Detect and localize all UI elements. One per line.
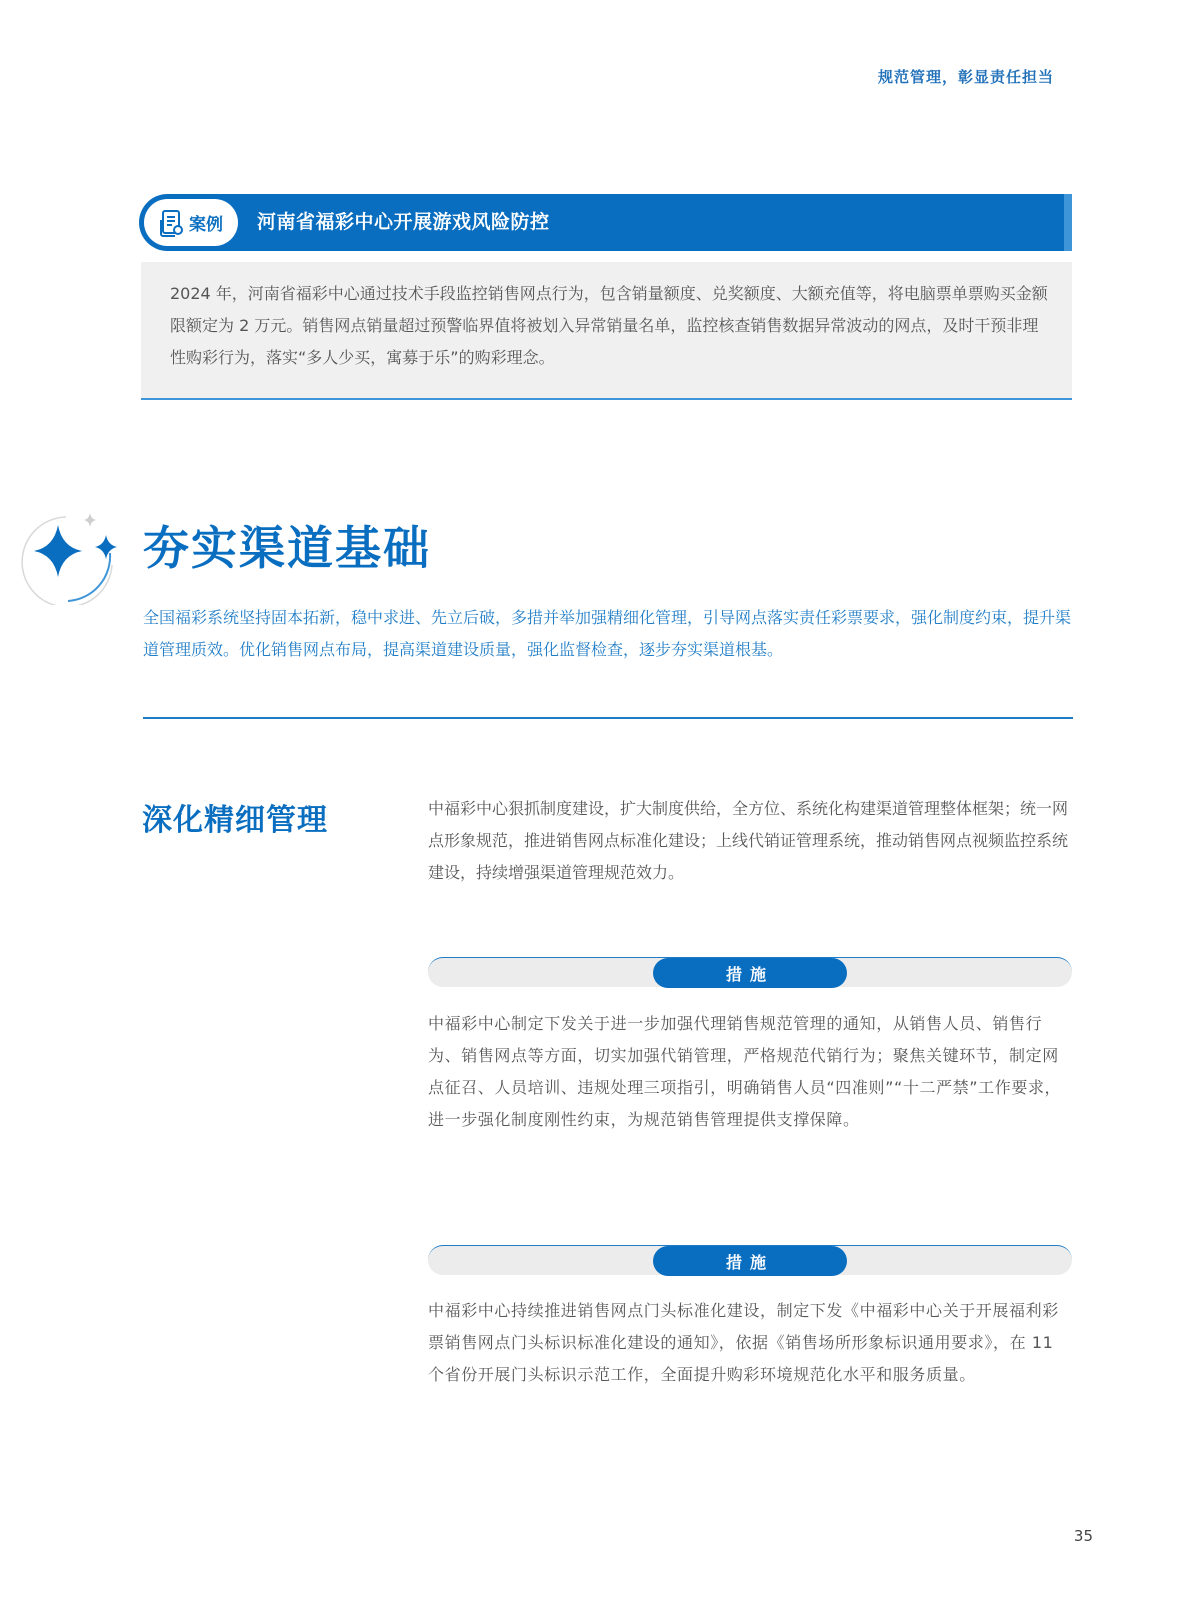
case-banner-end bbox=[1064, 194, 1072, 251]
measure-text-1: 中福彩中心制定下发关于进一步加强代理销售规范管理的通知，从销售人员、销售行为、销售网点等方面，切实加强代销管理，严格规范代销行为；聚焦关键环节，制定网点征召、人员培训、违规处理三项指引，明确销售人员“四准则”“十二严禁”工作要求，进一步强化制度刚性约束，为规范销售管理提供支撑保障。 bbox=[428, 1014, 1062, 1129]
case-label-pill bbox=[144, 199, 238, 246]
case-banner bbox=[139, 194, 1072, 251]
subsection-title: 深化精细管理 bbox=[142, 803, 328, 838]
case-body-panel bbox=[141, 262, 1072, 400]
section-intro: 全国福彩系统坚持固本拓新，稳中求进、先立后破，多措并举加强精细化管理，引导网点落实责任彩票要求，强化制度约束，提升渠道管理质效。优化销售网点布局，提高渠道建设质量，强化监督检查，逐步夯实渠道根基。 bbox=[143, 608, 1072, 659]
measure-text-2: 中福彩中心持续推进销售网点门头标准化建设，制定下发《中福彩中心关于开展福利彩票销售网点门头标识标准化建设的通知》，依据《销售场所形象标识通用要求》，在 11 个省份开展门头标识示范工作，全面提升购彩环境规范化水平和服务质量。 bbox=[428, 1301, 1059, 1384]
header-title: 规范管理，彰显责任担当 bbox=[877, 68, 1054, 86]
sparkle-icon bbox=[8, 505, 123, 605]
case-label: 案例 bbox=[189, 215, 223, 235]
measure-bar-1 bbox=[428, 957, 1072, 987]
measure-label-1: 措施 bbox=[653, 958, 847, 988]
section-divider bbox=[143, 717, 1073, 719]
case-title: 河南省福彩中心开展游戏风险防控 bbox=[257, 211, 550, 233]
document-icon bbox=[159, 208, 185, 238]
subsection-text: 中福彩中心狠抓制度建设，扩大制度供给，全方位、系统化构建渠道管理整体框架；统一网点形象规范，推进销售网点标准化建设；上线代销证管理系统，推动销售网点视频监控系统建设，持续增强渠道管理规范效力。 bbox=[428, 799, 1069, 882]
page-number: 35 bbox=[1073, 1527, 1093, 1545]
measure-bar-2 bbox=[428, 1245, 1072, 1275]
case-body-text: 2024 年，河南省福彩中心通过技术手段监控销售网点行为，包含销量额度、兑奖额度、大额充值等，将电脑票单票购买金额限额定为 2 万元。销售网点销量超过预警临界值将被划入异常销量名单，监控核查销售数据异常波动的网点，及时干预非理性购彩行为，落实“多人少买，寓募于乐”的购彩理念。 bbox=[170, 284, 1048, 367]
measure-label-2: 措施 bbox=[653, 1246, 847, 1276]
section-title: 夯实渠道基础 bbox=[143, 521, 431, 575]
